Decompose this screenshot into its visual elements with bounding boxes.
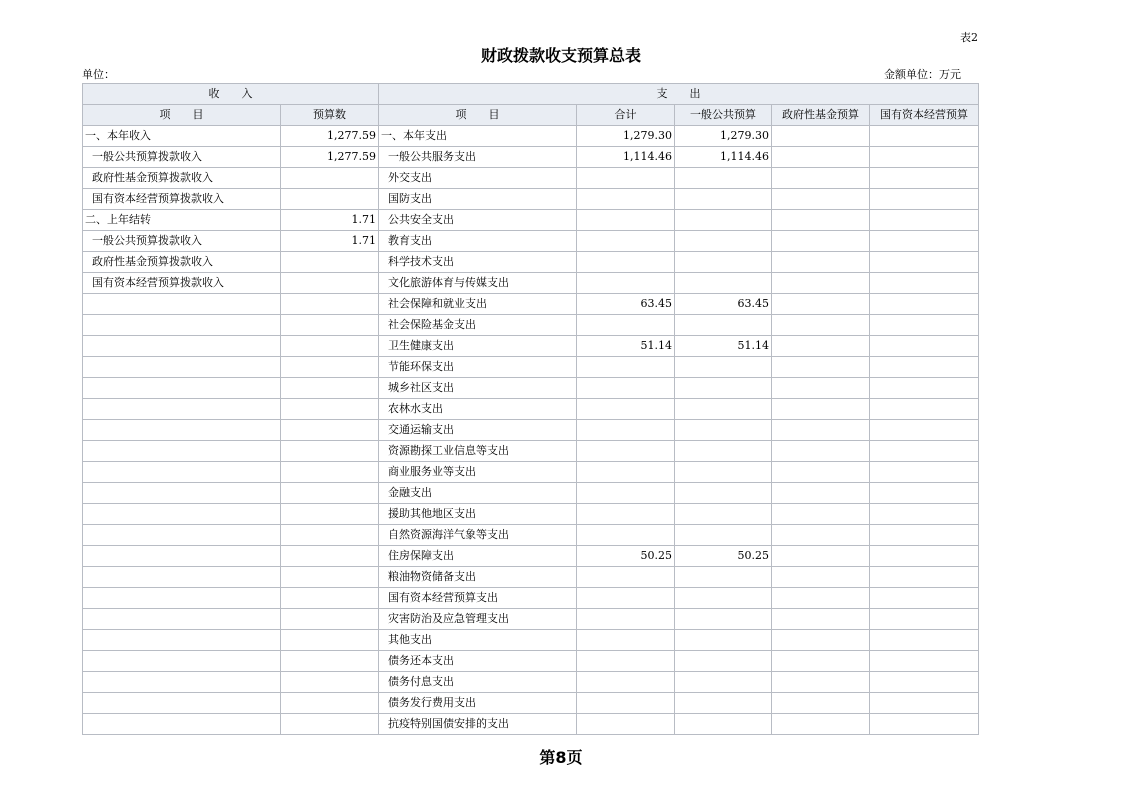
income-budget-cell	[281, 168, 379, 189]
state-capital-budget-cell	[870, 609, 979, 630]
income-budget-cell	[281, 588, 379, 609]
income-header: 收 入	[83, 84, 379, 105]
general-budget-cell	[675, 168, 772, 189]
gov-fund-budget-cell	[772, 504, 870, 525]
state-capital-budget-cell	[870, 504, 979, 525]
state-capital-budget-cell	[870, 462, 979, 483]
total-cell	[577, 357, 675, 378]
general-budget-cell	[675, 399, 772, 420]
income-item-cell	[83, 462, 281, 483]
gov-fund-budget-cell	[772, 399, 870, 420]
page-number: 第8页	[539, 748, 583, 767]
state-capital-budget-cell	[870, 273, 979, 294]
income-budget-cell	[281, 630, 379, 651]
table-row	[83, 588, 979, 609]
income-item-cell: 政府性基金预算拨款收入	[83, 168, 281, 189]
general-budget-cell	[675, 588, 772, 609]
total-cell	[577, 504, 675, 525]
gov-fund-budget-cell	[772, 714, 870, 735]
table-row	[83, 357, 979, 378]
total-cell	[577, 168, 675, 189]
income-item-cell	[83, 546, 281, 567]
gov-fund-budget-cell	[772, 546, 870, 567]
general-budget-cell	[675, 357, 772, 378]
income-budget-cell	[281, 693, 379, 714]
expense-item-cell: 资源勘探工业信息等支出	[379, 441, 577, 462]
table-row	[83, 483, 979, 504]
total-cell	[577, 315, 675, 336]
total-cell	[577, 567, 675, 588]
table-row	[83, 567, 979, 588]
expense-item-cell: 国有资本经营预算支出	[379, 588, 577, 609]
expense-item-cell: 卫生健康支出	[379, 336, 577, 357]
amount-unit-label: 金额单位：万元	[884, 68, 961, 81]
income-item-cell	[83, 714, 281, 735]
total-cell	[577, 672, 675, 693]
total-cell	[577, 252, 675, 273]
state-capital-budget-cell	[870, 336, 979, 357]
income-budget-cell	[281, 273, 379, 294]
budget-summary-table	[82, 83, 979, 735]
gov-fund-budget-cell	[772, 672, 870, 693]
expense-item-cell: 其他支出	[379, 630, 577, 651]
unit-label: 单位：	[82, 68, 115, 81]
table-row	[83, 231, 979, 252]
income-budget-cell	[281, 336, 379, 357]
income-budget-cell	[281, 504, 379, 525]
table-row	[83, 273, 979, 294]
income-budget-cell	[281, 294, 379, 315]
general-budget-cell: 51.14	[675, 336, 772, 357]
table-row	[83, 147, 979, 168]
income-item-cell	[83, 588, 281, 609]
expense-item-cell: 国防支出	[379, 189, 577, 210]
income-item-cell	[83, 609, 281, 630]
state-capital-budget-cell	[870, 630, 979, 651]
expense-item-cell: 城乡社区支出	[379, 378, 577, 399]
general-budget-cell	[675, 483, 772, 504]
general-budget-cell	[675, 315, 772, 336]
expense-item-cell: 外交支出	[379, 168, 577, 189]
income-budget-cell	[281, 420, 379, 441]
income-budget-cell	[281, 252, 379, 273]
income-item-cell	[83, 630, 281, 651]
general-budget-cell	[675, 651, 772, 672]
general-budget-cell	[675, 231, 772, 252]
gov-fund-budget-cell	[772, 420, 870, 441]
expense-item-cell: 社会保险基金支出	[379, 315, 577, 336]
gov-fund-budget-cell	[772, 588, 870, 609]
income-item-cell	[83, 294, 281, 315]
expense-item-cell: 自然资源海洋气象等支出	[379, 525, 577, 546]
table-number: 表2	[960, 31, 978, 44]
table-row	[83, 420, 979, 441]
table-row	[83, 651, 979, 672]
income-item-cell	[83, 483, 281, 504]
state-capital-budget-cell	[870, 525, 979, 546]
general-budget-cell	[675, 210, 772, 231]
gov-fund-budget-cell	[772, 483, 870, 504]
income-budget-cell	[281, 378, 379, 399]
general-budget-cell	[675, 609, 772, 630]
gov-fund-budget-cell	[772, 168, 870, 189]
gov-fund-budget-cell	[772, 147, 870, 168]
gov-fund-budget-cell	[772, 441, 870, 462]
income-item-cell	[83, 672, 281, 693]
general-budget-cell	[675, 567, 772, 588]
general-budget-cell: 1,114.46	[675, 147, 772, 168]
total-header: 合计	[577, 105, 675, 126]
state-capital-budget-cell	[870, 231, 979, 252]
state-capital-budget-cell	[870, 483, 979, 504]
expense-item-cell: 住房保障支出	[379, 546, 577, 567]
expense-item-cell: 公共安全支出	[379, 210, 577, 231]
gov-fund-budget-cell	[772, 630, 870, 651]
income-item-cell	[83, 651, 281, 672]
state-capital-budget-cell	[870, 126, 979, 147]
state-capital-budget-cell	[870, 189, 979, 210]
general-budget-cell	[675, 420, 772, 441]
income-budget-cell	[281, 462, 379, 483]
expense-item-cell: 文化旅游体育与传媒支出	[379, 273, 577, 294]
income-budget-cell	[281, 714, 379, 735]
income-budget-cell: 1.71	[281, 231, 379, 252]
table-row	[83, 441, 979, 462]
gov-fund-budget-cell	[772, 252, 870, 273]
gov-fund-budget-cell	[772, 273, 870, 294]
table-row	[83, 714, 979, 735]
income-budget-cell	[281, 441, 379, 462]
total-cell	[577, 378, 675, 399]
state-capital-budget-cell	[870, 294, 979, 315]
state-capital-budget-cell	[870, 714, 979, 735]
gov-fund-budget-cell	[772, 315, 870, 336]
gov-fund-budget-cell	[772, 567, 870, 588]
gov-fund-budget-cell	[772, 609, 870, 630]
expense-item-cell: 交通运输支出	[379, 420, 577, 441]
state-capital-budget-cell	[870, 420, 979, 441]
income-item-cell: 政府性基金预算拨款收入	[83, 252, 281, 273]
state-capital-budget-cell	[870, 357, 979, 378]
income-item-cell: 国有资本经营预算拨款收入	[83, 273, 281, 294]
total-cell	[577, 651, 675, 672]
general-budget-cell	[675, 462, 772, 483]
state-capital-budget-cell	[870, 399, 979, 420]
expense-item-header: 项 目	[379, 105, 577, 126]
total-cell	[577, 693, 675, 714]
income-item-cell	[83, 441, 281, 462]
general-budget-cell	[675, 378, 772, 399]
total-cell: 50.25	[577, 546, 675, 567]
income-item-cell	[83, 504, 281, 525]
income-item-header: 项 目	[83, 105, 281, 126]
income-item-cell	[83, 315, 281, 336]
state-capital-budget-cell	[870, 588, 979, 609]
gov-fund-budget-cell	[772, 126, 870, 147]
general-budget-header: 一般公共预算	[675, 105, 772, 126]
general-budget-cell	[675, 693, 772, 714]
total-cell	[577, 399, 675, 420]
gov-fund-budget-header: 政府性基金预算	[772, 105, 870, 126]
total-cell	[577, 210, 675, 231]
header-row-columns	[83, 105, 979, 126]
general-budget-cell	[675, 672, 772, 693]
gov-fund-budget-cell	[772, 189, 870, 210]
income-budget-cell	[281, 399, 379, 420]
expense-item-cell: 节能环保支出	[379, 357, 577, 378]
table-row	[83, 693, 979, 714]
income-item-cell: 国有资本经营预算拨款收入	[83, 189, 281, 210]
general-budget-cell: 1,279.30	[675, 126, 772, 147]
table-row	[83, 168, 979, 189]
gov-fund-budget-cell	[772, 210, 870, 231]
table-row	[83, 546, 979, 567]
state-capital-budget-cell	[870, 378, 979, 399]
income-budget-cell	[281, 189, 379, 210]
income-item-cell	[83, 378, 281, 399]
total-cell	[577, 588, 675, 609]
income-item-cell: 一般公共预算拨款收入	[83, 231, 281, 252]
expense-item-cell: 灾害防治及应急管理支出	[379, 609, 577, 630]
state-capital-budget-cell	[870, 693, 979, 714]
state-capital-budget-header: 国有资本经营预算	[870, 105, 979, 126]
income-item-cell: 二、上年结转	[83, 210, 281, 231]
table-row	[83, 336, 979, 357]
total-cell	[577, 420, 675, 441]
total-cell	[577, 630, 675, 651]
table-row	[83, 525, 979, 546]
page-title: 财政拨款收支预算总表	[480, 46, 641, 65]
income-item-cell	[83, 420, 281, 441]
income-budget-cell	[281, 357, 379, 378]
gov-fund-budget-cell	[772, 525, 870, 546]
total-cell	[577, 462, 675, 483]
expense-item-cell: 债务还本支出	[379, 651, 577, 672]
total-cell	[577, 273, 675, 294]
total-cell	[577, 525, 675, 546]
table-row	[83, 189, 979, 210]
expense-item-cell: 科学技术支出	[379, 252, 577, 273]
income-budget-cell	[281, 525, 379, 546]
header-row-group	[83, 84, 979, 105]
total-cell	[577, 483, 675, 504]
general-budget-cell: 63.45	[675, 294, 772, 315]
expense-item-cell: 债务付息支出	[379, 672, 577, 693]
income-budget-cell	[281, 609, 379, 630]
gov-fund-budget-cell	[772, 693, 870, 714]
expense-item-cell: 金融支出	[379, 483, 577, 504]
state-capital-budget-cell	[870, 441, 979, 462]
general-budget-cell	[675, 525, 772, 546]
total-cell	[577, 609, 675, 630]
table-row	[83, 672, 979, 693]
state-capital-budget-cell	[870, 168, 979, 189]
income-budget-cell: 1.71	[281, 210, 379, 231]
income-item-cell	[83, 336, 281, 357]
income-budget-cell	[281, 567, 379, 588]
general-budget-cell	[675, 273, 772, 294]
income-budget-cell	[281, 546, 379, 567]
general-budget-cell: 50.25	[675, 546, 772, 567]
income-item-cell: 一般公共预算拨款收入	[83, 147, 281, 168]
table-row	[83, 630, 979, 651]
expense-item-cell: 社会保障和就业支出	[379, 294, 577, 315]
income-budget-cell: 1,277.59	[281, 147, 379, 168]
state-capital-budget-cell	[870, 672, 979, 693]
state-capital-budget-cell	[870, 210, 979, 231]
table-row	[83, 609, 979, 630]
gov-fund-budget-cell	[772, 231, 870, 252]
state-capital-budget-cell	[870, 651, 979, 672]
table-row	[83, 210, 979, 231]
income-item-cell	[83, 567, 281, 588]
expense-item-cell: 援助其他地区支出	[379, 504, 577, 525]
income-item-cell	[83, 693, 281, 714]
total-cell: 1,114.46	[577, 147, 675, 168]
income-item-cell	[83, 399, 281, 420]
expense-item-cell: 农林水支出	[379, 399, 577, 420]
table-row	[83, 294, 979, 315]
gov-fund-budget-cell	[772, 651, 870, 672]
general-budget-cell	[675, 189, 772, 210]
total-cell: 1,279.30	[577, 126, 675, 147]
total-cell	[577, 441, 675, 462]
income-item-cell	[83, 357, 281, 378]
total-cell	[577, 714, 675, 735]
gov-fund-budget-cell	[772, 294, 870, 315]
income-budget-header: 预算数	[281, 105, 379, 126]
expense-item-cell: 一般公共服务支出	[379, 147, 577, 168]
state-capital-budget-cell	[870, 567, 979, 588]
general-budget-cell	[675, 252, 772, 273]
income-budget-cell	[281, 651, 379, 672]
table-row	[83, 315, 979, 336]
total-cell: 63.45	[577, 294, 675, 315]
state-capital-budget-cell	[870, 315, 979, 336]
gov-fund-budget-cell	[772, 462, 870, 483]
income-budget-cell: 1,277.59	[281, 126, 379, 147]
state-capital-budget-cell	[870, 147, 979, 168]
income-item-cell	[83, 525, 281, 546]
income-budget-cell	[281, 483, 379, 504]
table-row	[83, 252, 979, 273]
table-row	[83, 126, 979, 147]
state-capital-budget-cell	[870, 252, 979, 273]
expense-item-cell: 债务发行费用支出	[379, 693, 577, 714]
total-cell	[577, 231, 675, 252]
income-item-cell: 一、本年收入	[83, 126, 281, 147]
gov-fund-budget-cell	[772, 378, 870, 399]
expense-header: 支 出	[379, 84, 979, 105]
total-cell	[577, 189, 675, 210]
table-row	[83, 378, 979, 399]
table-row	[83, 462, 979, 483]
table-row	[83, 399, 979, 420]
expense-item-cell: 抗疫特别国债安排的支出	[379, 714, 577, 735]
general-budget-cell	[675, 630, 772, 651]
state-capital-budget-cell	[870, 546, 979, 567]
income-budget-cell	[281, 672, 379, 693]
general-budget-cell	[675, 504, 772, 525]
expense-item-cell: 粮油物资储备支出	[379, 567, 577, 588]
expense-item-cell: 一、本年支出	[379, 126, 577, 147]
expense-item-cell: 商业服务业等支出	[379, 462, 577, 483]
gov-fund-budget-cell	[772, 336, 870, 357]
expense-item-cell: 教育支出	[379, 231, 577, 252]
total-cell: 51.14	[577, 336, 675, 357]
table-row	[83, 504, 979, 525]
gov-fund-budget-cell	[772, 357, 870, 378]
income-budget-cell	[281, 315, 379, 336]
general-budget-cell	[675, 714, 772, 735]
general-budget-cell	[675, 441, 772, 462]
